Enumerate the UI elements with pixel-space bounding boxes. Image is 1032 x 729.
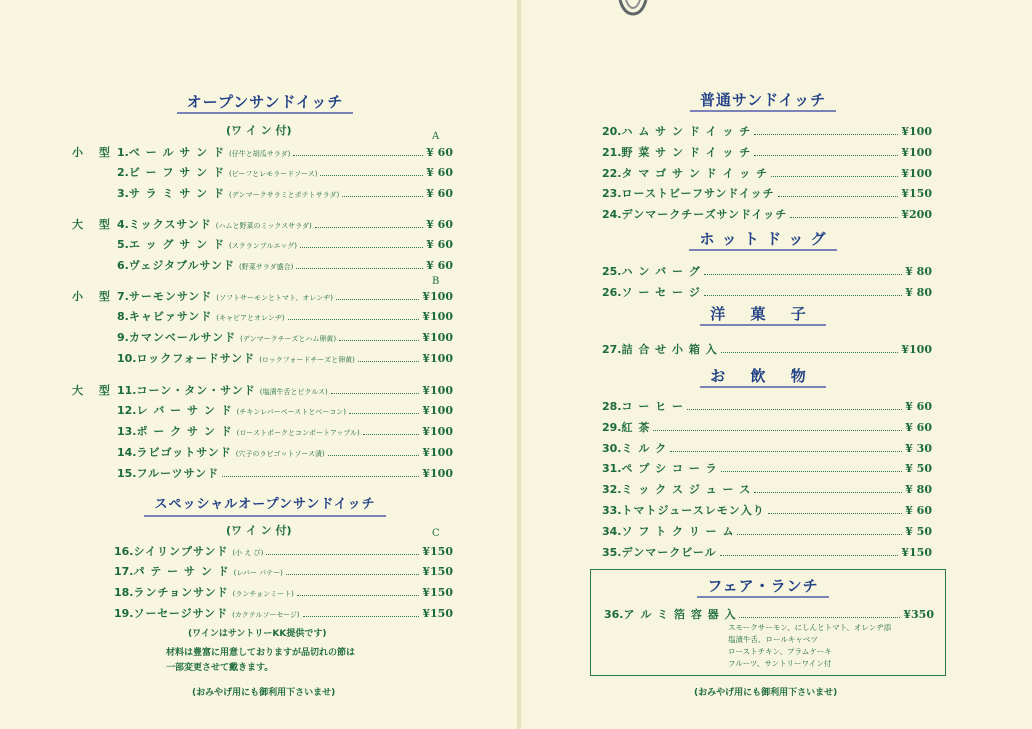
item-number: 5. <box>117 238 129 251</box>
item-price: ¥150 <box>901 546 932 559</box>
menu-item-row <box>602 460 932 476</box>
item-number: 19. <box>114 607 134 620</box>
item-name: ヴェジタブルサンド <box>128 259 235 272</box>
menu-item-row <box>602 206 932 222</box>
special-sandwich-title-wrap <box>140 495 390 517</box>
item-name: ローストビーフサンドイッチ <box>621 187 775 200</box>
item-number: 4. <box>117 218 129 231</box>
item-name: シイリンプサンド <box>133 545 229 558</box>
item-description: (ソフトサーモンとトマト、オレンヂ) <box>216 294 333 302</box>
leader-dots <box>296 268 423 269</box>
column-letter-a: A <box>432 131 440 142</box>
fair-desc-line: ローストチキン、プラムケーキ <box>728 647 832 656</box>
stock-note-line-1: 材料は豊富に用意しておりますが品切れの節は <box>166 648 356 658</box>
wine-included-subtitle: (ワ イ ン 付) <box>226 124 292 137</box>
menu-item-row <box>117 382 453 398</box>
leader-dots <box>363 434 420 435</box>
item-number: 24. <box>602 208 622 221</box>
item-name: コ ー ヒ ー <box>621 400 684 413</box>
item-price: ¥ 30 <box>905 442 932 455</box>
item-number: 34. <box>602 525 622 538</box>
size-label-small-a: 小 型 <box>72 146 116 159</box>
item-price: ¥150 <box>901 187 932 200</box>
item-description: (小 え び) <box>232 549 264 557</box>
item-name: サーモンサンド <box>128 290 213 303</box>
item-number: 32. <box>602 483 622 496</box>
item-description: (塩漬牛舌とピクルス) <box>259 388 328 396</box>
item-name: 詰 合 せ 小 箱 入 <box>621 343 718 356</box>
fair-lunch-description <box>728 622 891 670</box>
item-number: 20. <box>602 125 622 138</box>
item-name: ソ ー セ ー ジ <box>621 286 701 299</box>
item-price: ¥100 <box>422 310 453 323</box>
item-name: トマトジュースレモン入り <box>621 504 765 517</box>
item-price: ¥100 <box>422 446 453 459</box>
leader-dots <box>754 155 898 156</box>
item-description: (穴子のラビゴットソース漬) <box>235 450 325 458</box>
item-number: 6. <box>117 259 129 272</box>
leader-dots <box>790 217 898 218</box>
item-number: 29. <box>602 421 622 434</box>
menu-item-row <box>117 144 453 160</box>
sweets-title-wrap <box>668 304 858 326</box>
menu-item-row <box>602 502 932 518</box>
leader-dots <box>687 409 902 410</box>
item-description: (ランチョンミート) <box>232 590 294 598</box>
regular-sandwich-title-wrap <box>668 90 858 112</box>
item-price: ¥ 50 <box>905 525 932 538</box>
page-fold <box>517 0 521 729</box>
leader-dots <box>303 616 420 617</box>
item-description: (野菜サラダ盛合) <box>238 263 294 271</box>
menu-item-row <box>117 465 453 481</box>
leader-dots <box>704 274 902 275</box>
item-description: (カクテルソーセージ) <box>232 611 300 619</box>
item-name: カマンベールサンド <box>128 331 237 344</box>
menu-item-row <box>602 284 932 300</box>
item-number: 31. <box>602 462 622 475</box>
leader-dots <box>670 451 902 452</box>
menu-item-row <box>117 350 453 366</box>
menu-item-row <box>117 236 453 252</box>
item-name: フルーツサンド <box>136 467 220 480</box>
menu-item-row <box>114 605 453 621</box>
leader-dots <box>300 247 423 248</box>
item-name: ベ ー ル サ ン ド <box>128 146 225 159</box>
menu-item-row <box>117 185 453 201</box>
menu-item-row <box>602 440 932 456</box>
item-number: 10. <box>117 352 137 365</box>
item-price: ¥ 60 <box>905 421 932 434</box>
item-number: 17. <box>114 565 134 578</box>
item-number: 23. <box>602 187 622 200</box>
item-description: (仔牛と胡瓜サラダ) <box>229 150 291 158</box>
item-number: 22. <box>602 167 622 180</box>
fair-lunch-title-wrap <box>668 576 858 598</box>
menu-item-row <box>602 263 932 279</box>
item-name: ラビゴットサンド <box>136 446 232 459</box>
item-price: ¥ 60 <box>426 218 453 231</box>
item-number: 28. <box>602 400 622 413</box>
menu-item-row <box>602 185 932 201</box>
item-number: 13. <box>117 425 137 438</box>
item-price: ¥100 <box>901 146 932 159</box>
special-sandwich-title: スペッシャルオープンサンドイッチ <box>144 495 385 517</box>
item-name: コーン・タン・サンド <box>136 384 256 397</box>
item-name: ランチョンサンド <box>133 586 229 599</box>
menu-item-row <box>602 144 932 160</box>
item-price: ¥100 <box>422 384 453 397</box>
leader-dots <box>771 176 898 177</box>
fair-desc-line: フルーツ、サントリーワイン付 <box>728 659 832 668</box>
item-number: 36. <box>604 608 624 621</box>
menu-item-fair-lunch <box>604 606 934 622</box>
item-name: ハ ン バ ー グ <box>621 265 701 278</box>
item-price: ¥100 <box>422 404 453 417</box>
item-name: ポ ー ク サ ン ド <box>136 425 233 438</box>
item-number: 26. <box>602 286 622 299</box>
item-description: (ビーフとレモラードソース) <box>229 170 318 178</box>
menu-item-row <box>117 423 453 439</box>
item-price: ¥200 <box>901 208 932 221</box>
fair-desc-line: 塩漬牛舌、ロールキャベツ <box>728 635 818 644</box>
item-price: ¥100 <box>422 425 453 438</box>
leader-dots <box>737 534 902 535</box>
item-number: 3. <box>117 187 129 200</box>
menu-item-row <box>117 257 453 273</box>
item-number: 1. <box>117 146 129 159</box>
drinks-title-wrap <box>668 366 858 388</box>
item-description: (スクランブルエッグ) <box>229 242 298 250</box>
size-label-large-a: 大 型 <box>72 218 116 231</box>
leader-dots <box>739 617 900 618</box>
item-name: キャビァサンド <box>128 310 213 323</box>
item-description: (デンマークサラミとポテトサラダ) <box>229 191 340 199</box>
item-description: (チキンレバーペーストとベーコン) <box>236 408 347 416</box>
item-number: 33. <box>602 504 622 517</box>
item-name: パ テ ー サ ン ド <box>133 565 230 578</box>
menu-item-row <box>117 164 453 180</box>
item-number: 35. <box>602 546 622 559</box>
leader-dots <box>720 555 899 556</box>
menu-item-row <box>602 398 932 414</box>
item-name: ミックスサンド <box>128 218 212 231</box>
leader-dots <box>704 295 902 296</box>
item-number: 15. <box>117 467 137 480</box>
wine-provider-note: (ワインはサントリーKK提供です) <box>188 629 327 639</box>
item-name: ハ ム サ ン ド イ ッ チ <box>621 125 752 138</box>
open-sandwich-title-wrap <box>150 92 380 114</box>
leader-dots <box>315 227 423 228</box>
item-number: 12. <box>117 404 137 417</box>
item-number: 16. <box>114 545 134 558</box>
column-letter-b: B <box>432 276 440 287</box>
hotdog-title-wrap <box>668 229 858 251</box>
leader-dots <box>266 554 419 555</box>
item-price: ¥100 <box>422 467 453 480</box>
item-price: ¥100 <box>901 343 932 356</box>
leader-dots <box>754 492 902 493</box>
item-number: 21. <box>602 146 622 159</box>
item-name: 紅 茶 <box>621 421 651 434</box>
leader-dots <box>222 476 419 477</box>
size-label-large-b: 大 型 <box>72 384 116 397</box>
menu-item-row <box>117 216 453 232</box>
souvenir-note-right: (おみやげ用にも御利用下さいませ) <box>694 688 838 698</box>
fair-desc-line: スモークサーモン、にしんとトマト、オレンヂ添 <box>728 623 892 632</box>
item-name: ロックフォードサンド <box>136 352 256 365</box>
item-description: (ハムと野菜のミックスサラダ) <box>215 222 312 230</box>
item-number: 27. <box>602 343 622 356</box>
menu-item-row <box>114 543 453 559</box>
item-number: 18. <box>114 586 134 599</box>
menu-item-row <box>114 563 453 579</box>
leader-dots <box>297 595 419 596</box>
open-sandwich-title: オープンサンドイッチ <box>177 92 354 114</box>
item-price: ¥ 60 <box>905 504 932 517</box>
menu-item-row <box>602 523 932 539</box>
item-price: ¥150 <box>422 586 453 599</box>
item-number: 14. <box>117 446 137 459</box>
menu-item-row <box>602 481 932 497</box>
item-name: タ マ ゴ サ ン ド イ ッ チ <box>621 167 769 180</box>
drinks-title: お 飲 物 <box>700 366 825 388</box>
regular-sandwich-title: 普通サンドイッチ <box>690 90 836 112</box>
item-price: ¥100 <box>901 125 932 138</box>
column-letter-c: C <box>432 528 440 539</box>
item-price: ¥150 <box>422 607 453 620</box>
menu-item-row <box>114 584 453 600</box>
sweets-title: 洋 菓 子 <box>700 304 825 326</box>
paper-clip-icon <box>616 0 650 20</box>
item-number: 30. <box>602 442 622 455</box>
item-price: ¥100 <box>422 290 453 303</box>
menu-item-row <box>117 402 453 418</box>
item-number: 11. <box>117 384 137 397</box>
item-price: ¥150 <box>422 545 453 558</box>
leader-dots <box>721 471 903 472</box>
item-description: (デンマークチーズとハム卵黄) <box>240 335 337 343</box>
leader-dots <box>721 352 899 353</box>
fair-lunch-title: フェア・ランチ <box>697 576 828 598</box>
leader-dots <box>336 299 419 300</box>
leader-dots <box>768 513 902 514</box>
leader-dots <box>349 413 419 414</box>
item-name: ビ ー フ サ ン ド <box>128 166 225 179</box>
size-label-small-b: 小 型 <box>72 290 116 303</box>
item-description: (ロックフォードチーズと卵黄) <box>259 356 355 364</box>
item-description: (レバー パテー) <box>233 569 283 577</box>
item-price: ¥ 60 <box>426 146 453 159</box>
leader-dots <box>653 430 902 431</box>
menu-item-row <box>117 308 453 324</box>
item-price: ¥ 60 <box>426 238 453 251</box>
leader-dots <box>754 134 898 135</box>
special-wine-included-subtitle: (ワ イ ン 付) <box>226 524 292 537</box>
item-name: エ ッ グ サ ン ド <box>128 238 225 251</box>
item-price: ¥ 60 <box>426 187 453 200</box>
stock-note-line-2: 一部変更させて戴きます。 <box>166 663 274 673</box>
item-price: ¥ 80 <box>905 286 932 299</box>
item-name: ソ フ ト ク リ ー ム <box>621 525 735 538</box>
leader-dots <box>286 574 420 575</box>
menu-item-row <box>602 419 932 435</box>
item-name: ア ル ミ 箔 容 器 入 <box>623 608 737 621</box>
menu-item-row <box>602 544 932 560</box>
item-number: 25. <box>602 265 622 278</box>
item-price: ¥ 80 <box>905 483 932 496</box>
item-name: ペ プ シ コ ー ラ <box>621 462 718 475</box>
item-price: ¥ 60 <box>426 259 453 272</box>
leader-dots <box>288 319 420 320</box>
item-description: (キャビアとオレンヂ) <box>216 314 285 322</box>
item-price: ¥ 80 <box>905 265 932 278</box>
leader-dots <box>331 393 420 394</box>
item-price: ¥ 60 <box>905 400 932 413</box>
menu-item-row <box>117 288 453 304</box>
menu-item-row <box>117 444 453 460</box>
menu-item-row <box>602 165 932 181</box>
item-name: デンマークビール <box>621 546 717 559</box>
leader-dots <box>320 175 423 176</box>
menu-item-row <box>602 341 932 357</box>
item-price: ¥350 <box>903 608 934 621</box>
menu-item-row <box>602 123 932 139</box>
item-price: ¥ 50 <box>905 462 932 475</box>
item-number: 8. <box>117 310 129 323</box>
item-number: 7. <box>117 290 129 303</box>
item-name: ミ ル ク <box>621 442 668 455</box>
hotdog-title: ホ ッ ト ド ッ グ <box>689 229 836 251</box>
item-price: ¥100 <box>422 352 453 365</box>
item-description: (ローストポークとコンポートアップル) <box>236 429 360 437</box>
leader-dots <box>339 340 419 341</box>
item-name: 野 菜 サ ン ド イ ッ チ <box>621 146 752 159</box>
item-price: ¥100 <box>422 331 453 344</box>
menu-item-row <box>117 329 453 345</box>
item-price: ¥100 <box>901 167 932 180</box>
souvenir-note-left: (おみやげ用にも御利用下さいませ) <box>192 688 336 698</box>
leader-dots <box>778 196 899 197</box>
item-name: サ ラ ミ サ ン ド <box>128 187 225 200</box>
item-number: 9. <box>117 331 129 344</box>
item-name: ミ ッ ク ス ジ ュ ー ス <box>621 483 752 496</box>
leader-dots <box>342 196 423 197</box>
item-name: レ バ ー サ ン ド <box>136 404 233 417</box>
item-price: ¥ 60 <box>426 166 453 179</box>
leader-dots <box>358 361 420 362</box>
item-name: デンマークチーズサンドイッチ <box>621 208 788 221</box>
item-name: ソーセージサンド <box>133 607 229 620</box>
item-number: 2. <box>117 166 129 179</box>
leader-dots <box>293 155 423 156</box>
leader-dots <box>328 455 420 456</box>
item-price: ¥150 <box>422 565 453 578</box>
